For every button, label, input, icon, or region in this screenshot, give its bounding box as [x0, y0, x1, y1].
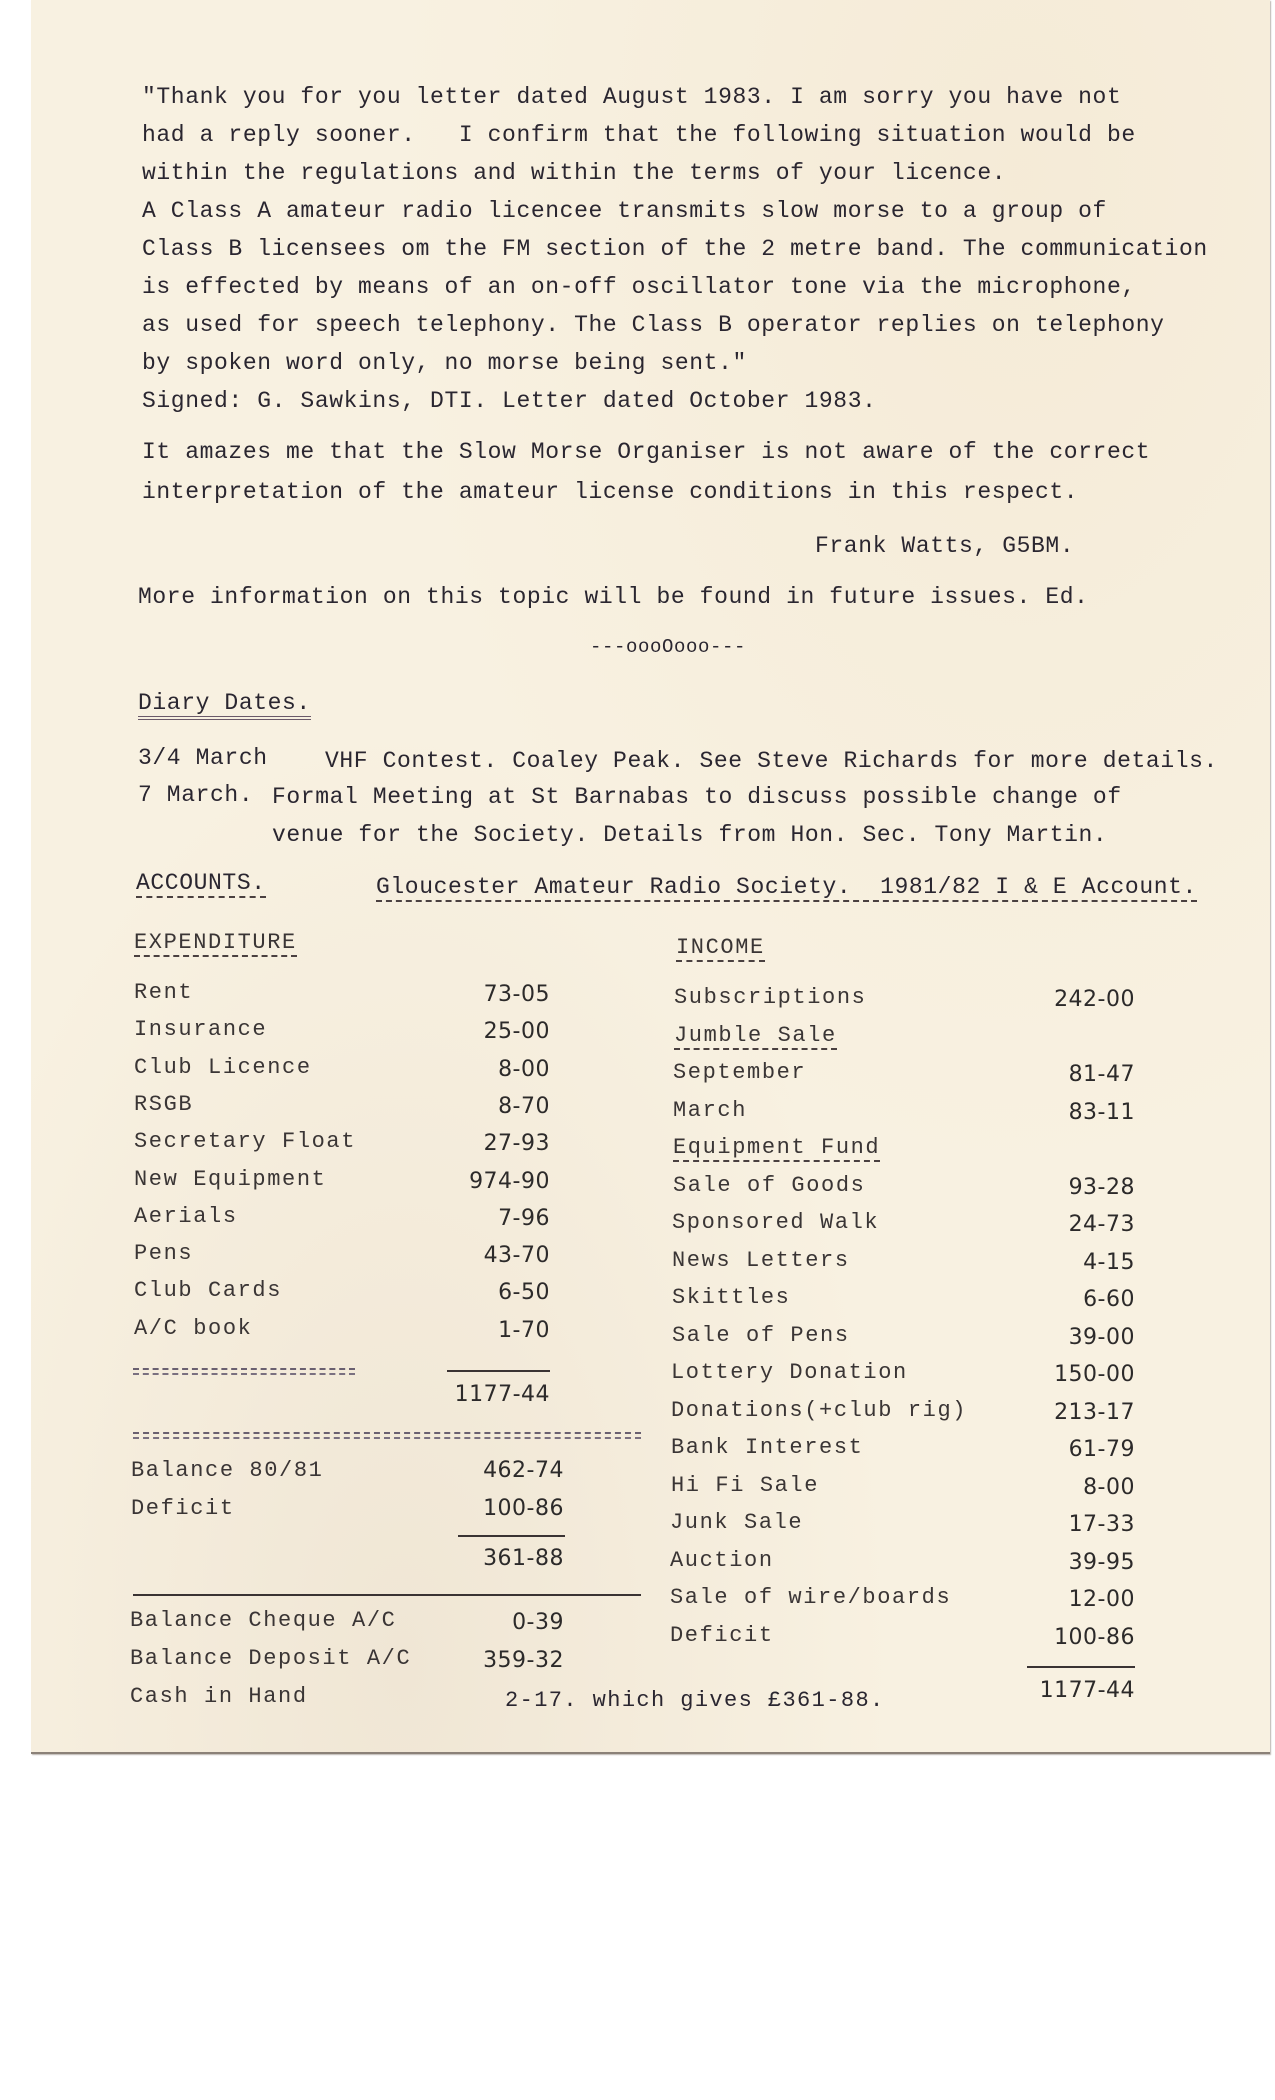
income-item-label: Deficit — [670, 1622, 774, 1648]
income-item-label: September — [673, 1060, 807, 1085]
income-item-amount: 213-17 — [1054, 1399, 1135, 1425]
income-subheading: Jumble Sale — [674, 1022, 837, 1048]
expenditure-item-amount: 27-93 — [483, 1131, 550, 1157]
expenditure-item-amount: 8-70 — [498, 1093, 550, 1119]
income-item-label: Lottery Donation — [671, 1360, 908, 1385]
account-amount: 0-39 — [512, 1610, 564, 1635]
income-item-amount: 242-00 — [1054, 987, 1135, 1012]
expenditure-item-amount: 974-90 — [469, 1168, 550, 1194]
letter-line: "Thank you for you letter dated August 1983. I am sorry you have not — [142, 84, 1122, 110]
dashed-rule — [133, 1432, 641, 1439]
balance-amount: 462-74 — [483, 1458, 564, 1483]
expenditure-item-amount: 8-00 — [498, 1056, 550, 1082]
diary-text: VHF Contest. Coaley Peak. See Steve Richards for more details. — [325, 748, 1218, 774]
accounts-title: Gloucester Amateur Radio Society. 1981/82 I & E Account. — [376, 874, 1197, 900]
dashed-rule — [133, 1368, 355, 1375]
income-item-label: News Letters — [672, 1247, 850, 1273]
comment-line: It amazes me that the Slow Morse Organiser is not aware of the correct — [142, 439, 1151, 465]
income-item-amount: 150-00 — [1054, 1362, 1135, 1387]
section-rule — [133, 1594, 641, 1596]
expenditure-item-label: Insurance — [134, 1017, 268, 1043]
total-rule — [447, 1370, 550, 1372]
expenditure-item-label: Aerials — [134, 1203, 238, 1229]
account-amount: 359-32 — [483, 1648, 564, 1673]
subtotal-rule — [458, 1535, 565, 1537]
income-item-label: Skittles — [672, 1285, 791, 1310]
letter-line: is effected by means of an on-off oscillator tone via the microphone, — [142, 274, 1136, 300]
balance-result: 361-88 — [483, 1546, 564, 1571]
income-item-label: Bank Interest — [671, 1435, 864, 1460]
balance-label: Balance 80/81 — [131, 1458, 324, 1483]
income-item-label: Subscriptions — [674, 985, 867, 1010]
letter-line: Class B licensees om the FM section of the 2 metre band. The communication — [142, 236, 1208, 262]
income-item-amount: 83-11 — [1068, 1099, 1135, 1125]
expenditure-item-label: Club Licence — [134, 1054, 312, 1080]
editor-note: More information on this topic will be found in future issues. Ed. — [138, 584, 1089, 610]
income-item-amount: 100-86 — [1054, 1624, 1135, 1650]
expenditure-item-label: RSGB — [134, 1091, 194, 1117]
letter-line: within the regulations and within the terms of your licence. — [142, 160, 1007, 186]
income-item-amount: 93-28 — [1068, 1174, 1135, 1200]
income-total-rule — [1027, 1666, 1135, 1668]
income-item-amount: 6-60 — [1083, 1287, 1135, 1312]
income-item-label: Auction — [670, 1547, 774, 1573]
letter-line: as used for speech telephony. The Class B operator replies on telephony — [142, 312, 1165, 338]
income-item-amount: 24-73 — [1068, 1212, 1135, 1237]
comment-line: interpretation of the amateur license conditions in this respect. — [142, 479, 1079, 505]
income-item-label: Sponsored Walk — [672, 1210, 880, 1235]
letter-signed-line: Signed: G. Sawkins, DTI. Letter dated October 1983. — [142, 388, 877, 414]
diary-text: Formal Meeting at St Barnabas to discuss possible change of — [272, 784, 1122, 810]
income-item-label: Sale of Pens — [672, 1322, 850, 1348]
expenditure-item-label: Club Cards — [134, 1278, 283, 1304]
expenditure-item-amount: 43-70 — [483, 1243, 550, 1269]
expenditure-heading: EXPENDITURE — [134, 930, 297, 955]
accounts-heading: ACCOUNTS. — [136, 870, 266, 896]
expenditure-item-amount: 6-50 — [498, 1280, 550, 1306]
expenditure-total: 1177-44 — [454, 1382, 550, 1407]
expenditure-item-label: New Equipment — [134, 1166, 327, 1192]
income-item-amount: 17-33 — [1068, 1512, 1135, 1537]
diary-date: 7 March. — [138, 782, 254, 808]
account-label: Balance Cheque A/C — [130, 1608, 397, 1633]
expenditure-item-label: Rent — [134, 980, 194, 1005]
expenditure-item-amount: 7-96 — [498, 1205, 550, 1231]
account-label: Balance Deposit A/C — [130, 1646, 412, 1671]
income-item-amount: 39-00 — [1068, 1324, 1135, 1350]
diary-date: 3/4 March — [138, 745, 268, 771]
income-item-amount: 8-00 — [1083, 1474, 1135, 1500]
income-item-amount: 61-79 — [1068, 1437, 1135, 1462]
diary-text-continuation: venue for the Society. Details from Hon. Sec. Tony Martin. — [272, 822, 1108, 848]
income-item-amount: 12-00 — [1068, 1587, 1135, 1612]
expenditure-item-label: Pens — [134, 1241, 194, 1267]
separator: ---oooOooo--- — [590, 636, 747, 658]
income-item-label: Sale of wire/boards — [670, 1585, 952, 1610]
account-label: Cash in Hand — [130, 1684, 308, 1709]
expenditure-item-label: A/C book — [134, 1315, 253, 1341]
income-subheading: Equipment Fund — [673, 1135, 881, 1160]
diary-heading: Diary Dates. — [138, 692, 311, 720]
income-heading: INCOME — [676, 935, 765, 960]
income-item-amount: 81-47 — [1068, 1062, 1135, 1087]
income-item-label: Sale of Goods — [673, 1172, 866, 1198]
income-item-amount: 39-95 — [1068, 1549, 1135, 1575]
letter-line: had a reply sooner. I confirm that the following situation would be — [142, 122, 1136, 148]
income-item-label: Junk Sale — [670, 1510, 804, 1535]
income-item-amount: 4-15 — [1083, 1249, 1135, 1275]
cash-in-hand-note: 2-17. which gives £361-88. — [505, 1688, 885, 1713]
expenditure-item-amount: 25-00 — [483, 1019, 550, 1045]
expenditure-item-label: Secretary Float — [134, 1129, 357, 1155]
income-item-label: March — [673, 1097, 748, 1123]
income-total: 1177-44 — [1039, 1678, 1135, 1703]
expenditure-item-amount: 73-05 — [483, 982, 550, 1007]
expenditure-item-amount: 1-70 — [498, 1317, 550, 1343]
signature: Frank Watts, G5BM. — [815, 533, 1075, 559]
letter-line: by spoken word only, no morse being sent." — [142, 350, 747, 376]
balance-amount: 100-86 — [483, 1496, 564, 1521]
balance-label: Deficit — [131, 1496, 235, 1521]
letter-line: A Class A amateur radio licencee transmits slow morse to a group of — [142, 198, 1107, 224]
income-item-label: Hi Fi Sale — [671, 1472, 820, 1498]
income-item-label: Donations(+club rig) — [671, 1397, 968, 1423]
